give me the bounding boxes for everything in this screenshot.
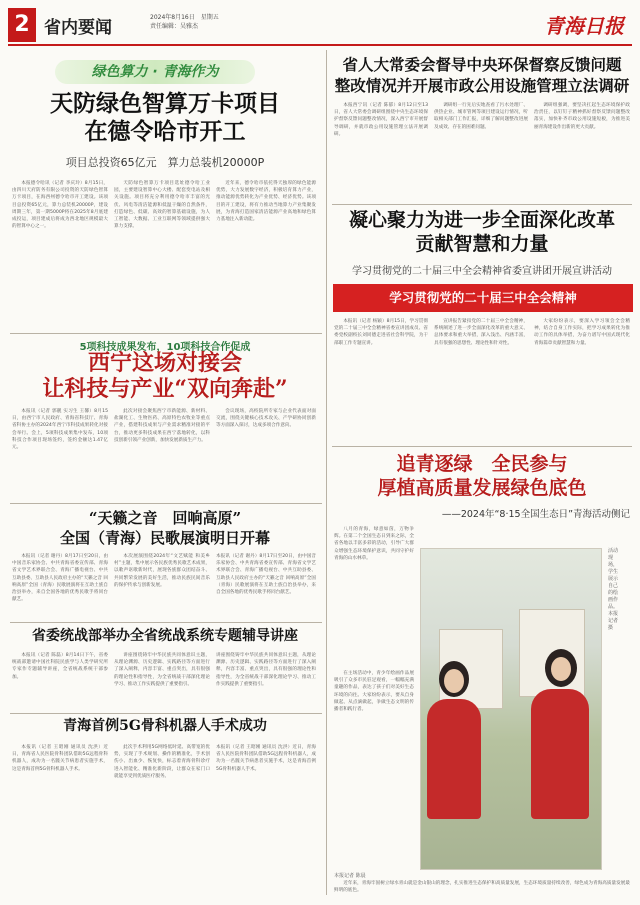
art7-title-line2: 贡献智慧和力量 bbox=[415, 233, 549, 255]
art5-para: 本报讯（记者 王昭刚 通讯员 沈洪）近日，青海省人民医院骨科团队借助5G远程骨科机器人，成功为一名髋关节病患者实施手术，这是青海首例5G骨科机器人手术。 bbox=[216, 745, 316, 772]
art5-para: 此次手术利用5G网络低时延、高带宽的优势，实现了手术规划、操作的精准化，手术创伤小、出血少、恢复快，标志着青海骨科诊疗进入智能化、精准化新阶段，让群众在家门口就能享受到优质医疗服务。 bbox=[114, 745, 210, 779]
art2-title-line2: 让科技与产业“双向奔赴” bbox=[42, 376, 288, 402]
art8-body-col1 bbox=[334, 526, 414, 666]
art3-title-line2: 全国（青海）民歌展演明日开幕 bbox=[59, 529, 270, 547]
divider bbox=[10, 333, 322, 334]
art1-para: 近年来，德令哈市依托得天独厚的绿色能源优势，大力发展数字经济，积极培育算力产业，推动能源优势转化为产业优势、经济优势。该项目的开工建设，将有力推动当地算力产业集聚发展，为青海打造国家清洁能源产业高地和绿色算力基地注入新动能。 bbox=[216, 181, 316, 223]
art1-body-col3 bbox=[216, 180, 316, 330]
art8-byline: 本报记者 陈晨 bbox=[334, 873, 366, 879]
art7-para: 宣讲报告紧扣党的二十届三中全会精神，系统阐述了进一步全面深化改革的重大意义、总体要求和重大举措，深入浅出、内涵丰富，具有很强的思想性、理论性和针对性。 bbox=[434, 319, 528, 346]
art5-para: 本报讯（记者 王昭刚 通讯员 沈洪）近日，青海省人民医院骨科团队借助5G远程骨科机器人，成功为一名髋关节病患者实施手术，这是青海首例5G骨科机器人手术。 bbox=[12, 745, 108, 772]
student-left-face bbox=[444, 669, 464, 693]
event-photo bbox=[420, 548, 602, 870]
art2-body-col1 bbox=[12, 408, 108, 500]
student-right-face bbox=[551, 657, 571, 681]
study-band-text: 学习贯彻党的二十届三中全会精神 bbox=[389, 290, 577, 305]
art1-para: 天防绿色智算万卡项目选址德令哈工业园，主要建设智算中心大楼、配套变电站及相关设施。项目将充分利用德令哈市丰富的光伏、风电等清洁能源和低温干燥的自然条件，打造绿色、低碳、高效的智算基础设施，为人工智能、大数据、工业互联网等领域提供强大算力支撑。 bbox=[114, 181, 210, 230]
art1-body-col2 bbox=[114, 180, 210, 330]
art6-body-col3 bbox=[534, 102, 630, 200]
kicker-banner bbox=[55, 60, 255, 84]
art6-para: 调研组一行先后实地查看了污水处理厂、供热企业、城市管网等项目建设运行情况，听取相关部门工作汇报，详细了解问题整改进展及成效、存在的困难问题。 bbox=[434, 103, 528, 130]
art5-title: 青海首例5G骨科机器人手术成功 bbox=[63, 718, 267, 734]
issue-date: 2024年8月16日 星期五 bbox=[150, 14, 219, 21]
art2-body-col2 bbox=[114, 408, 210, 500]
art3-title bbox=[10, 508, 320, 548]
art3-title-line1: “天籁之音 回响高原” bbox=[88, 509, 242, 527]
art1-body-col1 bbox=[12, 180, 108, 330]
art7-title-line1: 凝心聚力为进一步全面深化改革 bbox=[348, 209, 615, 231]
art1-title-line2: 在德令哈市开工 bbox=[84, 118, 246, 145]
masthead-logo: 青海日报 bbox=[544, 14, 624, 38]
divider bbox=[332, 446, 632, 447]
art3-body-col3 bbox=[216, 553, 316, 619]
art4-body-col1 bbox=[12, 652, 108, 710]
art2-body-col3 bbox=[216, 408, 316, 500]
art1-kicker: 绿色算力 · 青海作为 bbox=[91, 64, 219, 80]
student-right bbox=[531, 689, 589, 819]
art8-para: 八月的青海，绿意如茵，万物争辉。在第二个全国生态日到来之际，全省各地以丰富多彩的活动，引导广大群众增强生态环境保护意识，共同守护好青海的山水林草。 bbox=[334, 527, 414, 561]
art7-title bbox=[332, 208, 632, 256]
art2-title bbox=[10, 350, 320, 402]
art4-body-col2 bbox=[114, 652, 210, 710]
art8-title-line2: 厚植高质量发展绿色底色 bbox=[377, 477, 587, 499]
art3-para: 本报讯（记者 谢丹）8月17日至20日，由中国音乐家协会、中共青海省委宣传部、青海省文学艺术界联合会、青海广播电视台、中共互助县委、互助县人民政府主办的“天籁之音 回响高原”全国（青海）民歌展演将在互助土族自治县举办，来自全国各地的优秀民歌手将同台献艺。 bbox=[12, 554, 108, 603]
art6-title-line1: 省人大常委会督导中央环保督察反馈问题 bbox=[342, 55, 622, 74]
art4-body-col3 bbox=[216, 652, 316, 710]
art2-para: 会议现场，高校院所专家与企业代表面对面交流，围绕关键核心技术攻关、产学研协同创新等方面深入探讨，达成多项合作意向。 bbox=[216, 409, 316, 429]
divider bbox=[10, 622, 322, 623]
art7-body-col1 bbox=[334, 318, 428, 442]
art4-title: 省委统战部举办全省统战系统专题辅导讲座 bbox=[32, 628, 298, 644]
art7-body-col2 bbox=[434, 318, 528, 442]
art5-body-col3 bbox=[216, 744, 316, 894]
page-number: 2 bbox=[8, 8, 36, 42]
header-info bbox=[150, 13, 219, 31]
art1-title bbox=[10, 90, 320, 146]
art8-title-line1: 追青逐绿 全民参与 bbox=[396, 453, 568, 475]
divider bbox=[332, 204, 632, 205]
art8-para: 在主场活动中，青少年绘画作品展吸引了众多市民驻足观看，一幅幅充满童趣的作品，表达了孩子们对美好生态环境的向往。大家纷纷表示，要从自身做起、从点滴做起，争做生态文明的传播者和践行者。 bbox=[334, 671, 414, 713]
art3-body-col1 bbox=[12, 553, 108, 619]
art1-title-line1: 天防绿色智算万卡项目 bbox=[50, 90, 280, 117]
art6-para: 调研组强调，要坚决扛起生态环境保护政治责任，以钉钉子精神抓好督察反馈问题整改落实，加快补齐市政公用设施短板，为推进美丽青海建设作出新的更大贡献。 bbox=[534, 103, 630, 130]
art5-body-col1 bbox=[12, 744, 108, 894]
art2-para: 本报讯（记者 郭靓 实习生 王馨）8月15日，由西宁市人民政府、青海省科技厅、青海省科协主办的2024年西宁市科技成果转化对接会举行。会上，5项科技成果集中发布，10项科技合作项目现场签约，签约金额达1.47亿元。 bbox=[12, 409, 108, 451]
student-left bbox=[427, 699, 481, 819]
art7-body-col3 bbox=[534, 318, 630, 442]
divider bbox=[10, 503, 322, 504]
art6-title-line2: 整改情况并开展市政公用设施管理立法调研 bbox=[334, 76, 630, 95]
art7-para: 大家纷纷表示，要深入学习领会全会精神，结合自身工作实际，把学习成果转化为推动工作的具体举措，为奋力谱写中国式现代化青海篇章贡献智慧和力量。 bbox=[534, 319, 630, 346]
photo-caption: 活动现场，学生展示自己的绘画作品。本报记者 摄 bbox=[608, 548, 619, 631]
art2-para: 此次对接会聚焦西宁市新能源、新材料、盐湖化工、生物医药、高原特色农牧业等重点产业，搭建科技成果与产业需求精准对接的平台，推动更多科技成果在西宁落地转化，以科技创新引领产业创新，加快发展新质生产力。 bbox=[114, 409, 210, 443]
art3-body-col2 bbox=[114, 553, 210, 619]
art4-para: 讲座围绕铸牢中华民族共同体意识主题，从理论渊源、历史逻辑、实践路径等方面进行了深入阐释，内容丰富、重点突出，具有很强的理论性和指导性，为全省统战干部深化理论学习、推动工作实践提供了重要指引。 bbox=[114, 653, 210, 687]
art4-para: 讲座围绕铸牢中华民族共同体意识主题，从理论渊源、历史逻辑、实践路径等方面进行了深入阐释，内容丰富、重点突出，具有很强的理论性和指导性，为全省统战干部深化理论学习、推动工作实践提供了重要指引。 bbox=[216, 653, 316, 687]
art1-deck: 项目总投资65亿元 算力总装机20000P bbox=[65, 156, 265, 169]
art6-body-col1 bbox=[334, 102, 428, 200]
editors: 责任编辑：吴雅杰 bbox=[150, 23, 199, 30]
art8-title bbox=[332, 452, 632, 500]
art4-para: 本报讯（记者 陈磊）8月14日下午，省委统战部邀请中国社科院民族学与人类学研究所专家作专题辅导讲座，全省统战系统干部参加。 bbox=[12, 653, 108, 680]
art7-para: 本报讯（记者 杨颖）8月15日，学习贯彻党的二十届三中全会精神省委宣讲团成员、省委党校副校长刘同德走进省社会科学院，为干部职工作专题宣讲。 bbox=[334, 319, 428, 346]
art6-body-col2 bbox=[434, 102, 528, 200]
art2-title-line1: 西宁这场对接会 bbox=[87, 350, 242, 376]
art8-para: 近年来，青海牢固树立绿水青山就是金山银山的理念，扎实推进生态保护和高质量发展，生态环境质量持续改善，绿色成为青海高质量发展最鲜明的底色。 bbox=[334, 881, 630, 894]
art6-title bbox=[332, 54, 632, 96]
art5-body-col2 bbox=[114, 744, 210, 894]
art8-body-col1b bbox=[334, 670, 414, 866]
art7-deck: 学习贯彻党的二十届三中全会精神省委宣讲团开展宣讲活动 bbox=[352, 266, 612, 277]
divider bbox=[10, 713, 322, 714]
art3-para: 本次展演围绕2024年“文艺赋能 和美乡村”主题，集中展示各民族优秀民歌艺术成果，以歌声讴歌新时代，展现各族群众团结奋斗、共同繁荣发展的美好生活，推动民族民间音乐的保护传承与创新发展。 bbox=[114, 554, 210, 588]
art8-body-bottom bbox=[334, 880, 630, 896]
art2-kicker: 5项科技成果发布，10项科技合作促成 bbox=[79, 342, 251, 353]
art3-para: 本报讯（记者 谢丹）8月17日至20日，由中国音乐家协会、中共青海省委宣传部、青海省文学艺术界联合会、青海广播电视台、中共互助县委、互助县人民政府主办的“天籁之音 回响高原”全国（青海）民歌展演将在互助土族自治县举办，来自全国各地的优秀民歌手将同台献艺。 bbox=[216, 554, 316, 596]
art1-para: 本报德令哈讯（记者 李庆玲）8月15日，由四川天府防务有限公司投资的天防绿色智算万卡项目，在海西州德令哈市开工建设。该项目总投资65亿元，算力总装机20000P，建设周期三年，第一期5000P将在2025年8月底建成投运，项目建成后将成为西北地区规模最大的智算中心之一。 bbox=[12, 181, 108, 230]
art6-para: 本报西宁讯（记者 陈郁）8月12日至13日，省人大常委会调研组围绕中央生态环境保护督察反馈问题整改情况，深入西宁市开展督导调研，并就市政公用设施管理立法开展调研。 bbox=[334, 103, 428, 137]
section-title: 省内要闻 bbox=[44, 18, 112, 38]
column-divider bbox=[326, 50, 327, 895]
art8-deck: ——2024年“8·15全国生态日”青海活动侧记 bbox=[441, 509, 630, 520]
header-rule bbox=[8, 44, 632, 46]
